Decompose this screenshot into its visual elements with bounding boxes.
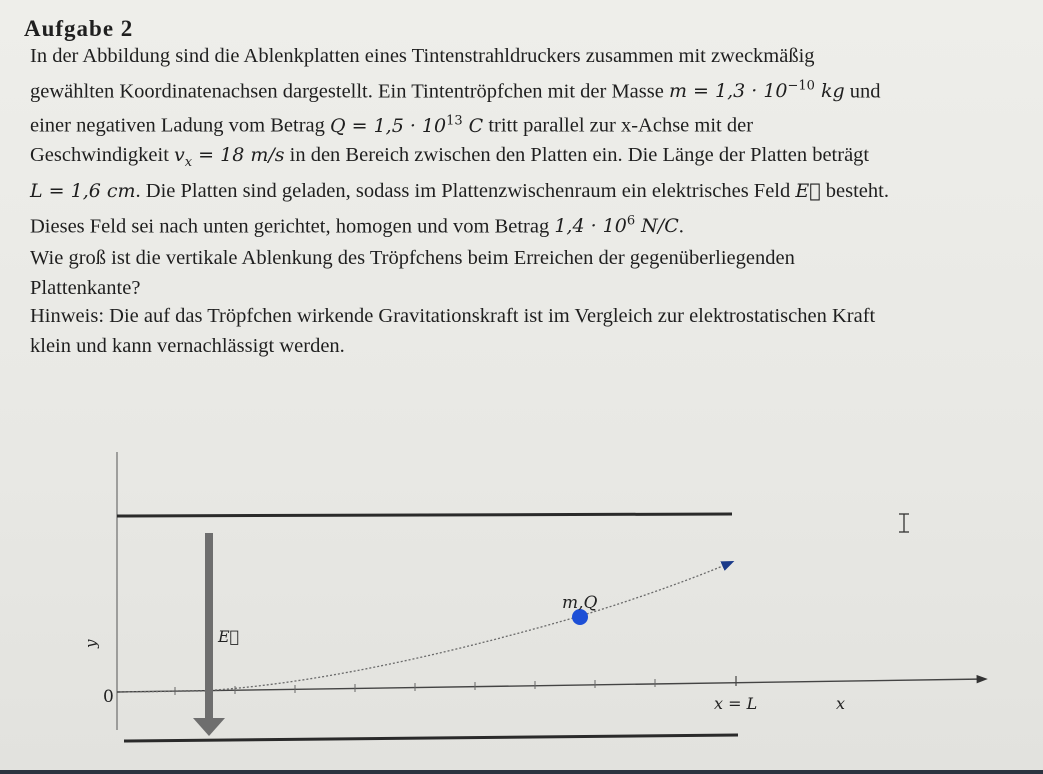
mass-unit: kg (814, 79, 845, 102)
text: Dieses Feld sei nach unten gerichtet, homogen und vom Betrag (30, 215, 555, 238)
text: . (678, 215, 684, 238)
hint-paragraph (30, 302, 1020, 361)
origin-label: 0 (103, 687, 114, 707)
paragraph-line (30, 207, 1020, 242)
bottom-edge (0, 770, 1043, 774)
text: in den Bereich zwischen den Platten ein. Die Länge der Platten beträgt (284, 144, 870, 167)
velocity-value: = 18 m/s (192, 144, 285, 167)
field-exponent: 6 (626, 213, 636, 229)
bottom-plate (124, 735, 738, 741)
y-axis-label: y (82, 639, 100, 648)
velocity-symbol: v (174, 144, 185, 167)
charge-value: Q = 1,5 · 10 (330, 114, 447, 137)
velocity-subscript: x (184, 154, 193, 170)
text: Geschwindigkeit (30, 144, 175, 167)
mass-value: m = 1,3 · 10 (668, 79, 788, 102)
paragraph-line (30, 141, 1020, 177)
paragraph-line: klein und kann vernachlässigt werden. (30, 334, 345, 357)
task-heading: Aufgabe 2 (24, 16, 134, 41)
droplet-label: m,Q (562, 593, 598, 613)
paragraph-line: Plattenkante? (30, 276, 141, 299)
x-equals-L-label: x = L (714, 694, 758, 713)
x-axis (117, 679, 985, 692)
paragraph-line: Hinweis: Die auf das Tröpfchen wirkende Gravitationskraft ist im Vergleich zur elektrostatischen Kraft (30, 305, 876, 327)
charge-exponent: 13 (446, 113, 463, 129)
field-label: E⃗ (218, 627, 240, 646)
problem-paragraph (30, 42, 1020, 242)
mass-exponent: −10 (787, 78, 815, 94)
paragraph-line (30, 72, 1020, 107)
field-value: 1,4 · 10 (554, 215, 627, 238)
text: einer negativen Ladung vom Betrag (30, 114, 330, 137)
top-plate (117, 514, 732, 516)
field-formula (554, 215, 678, 237)
text: tritt parallel zur x-Achse mit der (483, 114, 754, 137)
deflection-plates-figure (0, 430, 1043, 770)
paragraph-line: In der Abbildung sind die Ablenkplatten eines Tintenstrahldruckers zusammen mit zweckmäßig (30, 45, 815, 67)
charge-formula (330, 115, 483, 137)
field-symbol: E⃗ (795, 180, 821, 203)
length-formula: L = 1,6 cm (30, 180, 136, 203)
field-unit: N/C (635, 215, 679, 238)
charge-unit: C (462, 114, 484, 137)
velocity-formula (174, 144, 285, 170)
paragraph-line: Wie groß ist die vertikale Ablenkung des Tröpfchens beim Erreichen der gegenüberliegenden (30, 247, 795, 269)
x-axis-label: x (836, 694, 846, 713)
paragraph-line (30, 177, 1020, 207)
text: . Die Platten sind geladen, sodass im Plattenzwischenraum ein elektrisches Feld (135, 180, 796, 203)
question-paragraph (30, 244, 1020, 303)
text: besteht. (820, 180, 889, 203)
paragraph-line (30, 106, 1020, 141)
text-cursor-icon (899, 514, 909, 532)
text: gewählten Koordinatenachsen dargestellt. Ein Tintentröpfchen mit der Masse (30, 79, 669, 102)
text: und (844, 79, 881, 102)
mass-formula (669, 80, 845, 102)
